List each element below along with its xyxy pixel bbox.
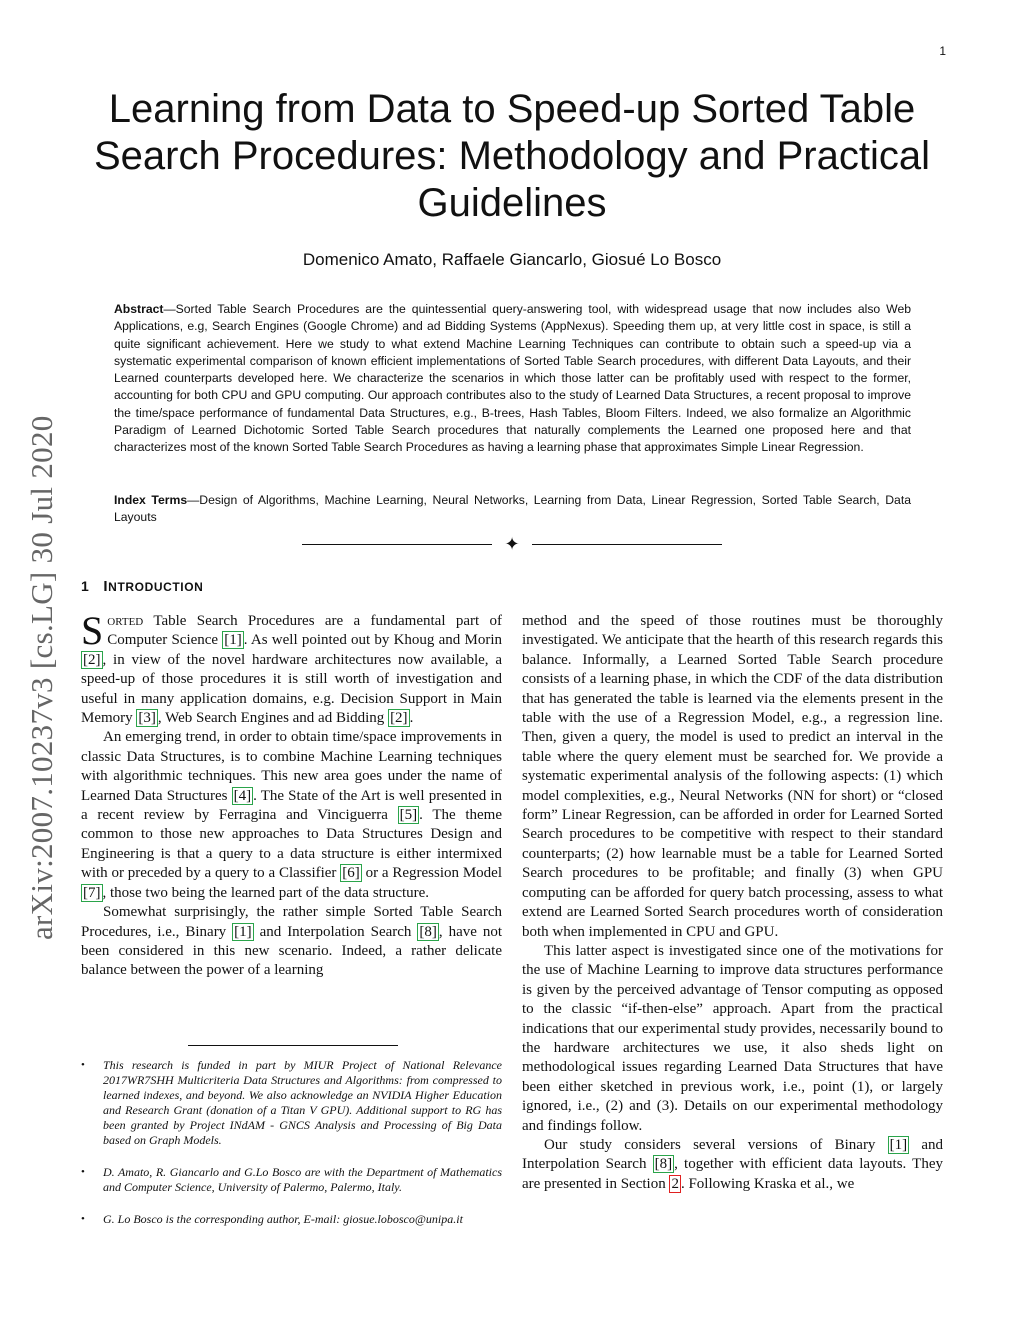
- abstract-text: —Sorted Table Search Procedures are the quintessential query-answering tool, with widespread usage that now includes also Web Applications, e.g, Search Engines (Google Chrome) and ad Bidding Systems (AppNexus). Speeding them up, at very little cost in space, is still a quite significant achievement. Here we study to what extend Machine Learning Techniques can contribute to obtain such a speed-up via a systematic experimental comparison of known efficient implementations of Sorted Table Search procedures, with different Data Layouts, and their Learned counterparts developed here. We characterize the scenarios in which those latter can be profitably used with respect to the former, accounting for both CPU and GPU computing. Our approach contributes also to the study of Learned Data Structures, a recent proposal to improve the time/space performance of fundamental Data Structures, e.g., B-trees, Hash Tables, Bloom Filters. Indeed, we also formalize an Algorithmic Paradigm of Learned Dichotomic Sorted Table Search procedures that naturally complements the Learned one proposed here and that characterizes most of the known Sorted Table Search Procedures as having a learning phase that approximates Simple Linear Regression.: [114, 302, 911, 455]
- separator-line-left: [302, 544, 492, 545]
- text-run: . The State of the Art is well presented in a recent review by Ferragina and Vinciguerra: [81, 787, 502, 824]
- index-terms: [114, 492, 911, 527]
- section-separator: [302, 536, 722, 554]
- text-run: , together with efficient data layouts. They are presented in Section: [522, 1156, 943, 1192]
- text-run: and Interpolation Search: [522, 1136, 943, 1173]
- bullet-icon: •: [81, 1213, 85, 1225]
- footnote-text: G. Lo Bosco is the corresponding author, E-mail: giosue.lobosco@unipa.it: [103, 1212, 463, 1226]
- author-list: Domenico Amato, Raffaele Giancarlo, Giosué Lo Bosco: [302, 250, 722, 269]
- paper-title: Learning from Data to Speed-up Sorted Table Search Procedures: Methodology and Practical Guidelines: [93, 87, 930, 225]
- section-number: 1: [81, 578, 90, 594]
- footnote-item: [81, 1165, 502, 1195]
- footnotes: [81, 1058, 502, 1244]
- citation-link[interactable]: [8]: [419, 923, 437, 940]
- footnote-item: [81, 1058, 502, 1148]
- section-heading-introduction: [81, 578, 203, 595]
- small-caps-lead: orted: [107, 613, 144, 629]
- left-text-column: [81, 608, 503, 981]
- citation-link[interactable]: [4]: [233, 787, 252, 804]
- citation-link[interactable]: [1]: [224, 632, 242, 649]
- citation-link[interactable]: [8]: [654, 1156, 673, 1173]
- right-text-column: [522, 612, 943, 1194]
- abstract: [114, 301, 911, 457]
- section-reference-link[interactable]: 2: [671, 1175, 679, 1192]
- index-terms-text: —Design of Algorithms, Machine Learning, Neural Networks, Learning from Data, Linear Regression, Sorted Table Search, Data Layouts: [114, 493, 911, 525]
- section-title-initial: I: [103, 578, 109, 595]
- text-run: Our study considers several versions of Binary: [544, 1136, 888, 1153]
- text-run: , have not been considered in this new scenario. Indeed, a rather delicate balance between the power of a learning: [81, 923, 503, 979]
- text-run: An emerging trend, in order to obtain time/space improvements in classic Data Structures, is to combine Machine Learning techniques with algorithmic techniques. This new area goes under the name of Learned Data Structures: [81, 729, 502, 804]
- intro-paragraph-5: This latter aspect is investigated since one of the motivations for the use of Machine Learning to improve data structures performance is given by the perceived advantage of Tensor computing as opposed to the classic “if-then-else” approach. Apart from the practical indications that our experimental study provides, necessarily bound to the hardware architectures we use, it also sheds light on methodological issues regarding Learned Data Structures that have been either sketched in previous work, i.e., point (1), or largely ignored, i.e., (2) and (3). Details on our experimental methodology and findings follow.: [522, 942, 943, 1134]
- text-run: Somewhat surprisingly, the rather simple Sorted Table Search Procedures, i.e., Binary: [81, 904, 502, 940]
- separator-line-right: [532, 544, 722, 545]
- separator-glyph: ✦: [504, 534, 520, 555]
- text-run: . As well pointed out by Khoug and Morin: [243, 632, 502, 649]
- intro-paragraph-3: [81, 903, 502, 981]
- text-run: , those two being the learned part of the data structure.: [102, 884, 430, 901]
- bullet-icon: •: [81, 1166, 85, 1178]
- text-run: , in view of the novel hardware architectures now available, a speed-up of those procedures it is still worth of investigation and useful in many application domains, e.g. Decision Support in Main Memory: [81, 651, 502, 727]
- intro-paragraph-2: [81, 728, 502, 903]
- citation-link[interactable]: [5]: [399, 807, 418, 824]
- text-run: . The theme common to those new approaches to Data Structures Design and Engineering is that a query to a data structure is either intermixed with or preceded by a query to a Classifier: [81, 807, 503, 882]
- footnote-rule: [188, 1045, 398, 1046]
- citation-link[interactable]: [1]: [889, 1136, 908, 1153]
- text-run: . Following Kraska et al., we: [680, 1175, 855, 1192]
- citation-link[interactable]: [7]: [83, 884, 101, 901]
- text-run: and Interpolation Search: [253, 923, 418, 940]
- text-run: .: [409, 710, 414, 727]
- bullet-icon: •: [81, 1059, 85, 1071]
- abstract-label: Abstract: [114, 302, 164, 316]
- index-terms-label: Index Terms: [114, 493, 188, 507]
- section-title-rest: NTRODUCTION: [108, 580, 204, 594]
- page-number: 1: [939, 44, 946, 58]
- citation-link[interactable]: [1]: [234, 923, 252, 940]
- text-run: or a Regression Model: [361, 865, 502, 882]
- intro-paragraph-4: method and the speed of those routines must be thoroughly investigated. We anticipate that the hearth of this research regards this balance. Informally, a Learned Sorted Table Search procedure consists of a learning phase, in which the CDF of the data distribution that has generated the table is learned via the elements present in the table with the use of a Regression Model, e.g., a regression line. Then, given a query, the model is used to predict an interval in the table where the query element must be searched for. We provide a systematic experimental analysis of the following aspects: (1) which model complexities, e.g., Neural Networks (NN for short) or “closed form” Linear Regression, can be afforded in order for Learned Sorted Search procedures to be competitive with respect to their standard counterparts; (2) how learnable must be a table for Learned Sorted Search procedures to be profitable; and finally (3) when GPU computing can be afforded for query batch processing, assess to what extend are Learned Sorted Search procedures worth of consideration both when implemented in CPU and GPU.: [522, 613, 943, 940]
- citation-link[interactable]: [2]: [83, 651, 101, 668]
- footnote-text: D. Amato, R. Giancarlo and G.Lo Bosco are with the Department of Mathematics and Computer Science, University of Palermo, Palermo, Italy.: [103, 1165, 502, 1194]
- citation-link[interactable]: [3]: [138, 710, 156, 727]
- intro-paragraph-6: [522, 1136, 943, 1194]
- footnote-text: This research is funded in part by MIUR Project of National Relevance 2017WR7SHH Multicriteria Data Structures and Algorithms: from compressed to learned indexes, and beyond. We also acknowledge an NVIDIA Higher Education and Research Grant (donation of a Titan V GPU). Additional support to RG has been granted by Project INdAM - GNCS Analysis and Processing of Big Data based on Graph Models.: [103, 1058, 502, 1147]
- citation-link[interactable]: [2]: [390, 710, 408, 727]
- drop-cap: S: [81, 608, 104, 653]
- intro-paragraph-1: [81, 608, 502, 728]
- citation-link[interactable]: [6]: [342, 865, 360, 882]
- text-run: Table Search Procedures are a fundamental part of Computer Science: [107, 613, 502, 649]
- text-run: , Web Search Engines and ad Bidding: [157, 710, 389, 727]
- arxiv-stamp: arXiv:2007.10237v3 [cs.LG] 30 Jul 2020: [24, 415, 59, 940]
- footnote-item: [81, 1212, 502, 1227]
